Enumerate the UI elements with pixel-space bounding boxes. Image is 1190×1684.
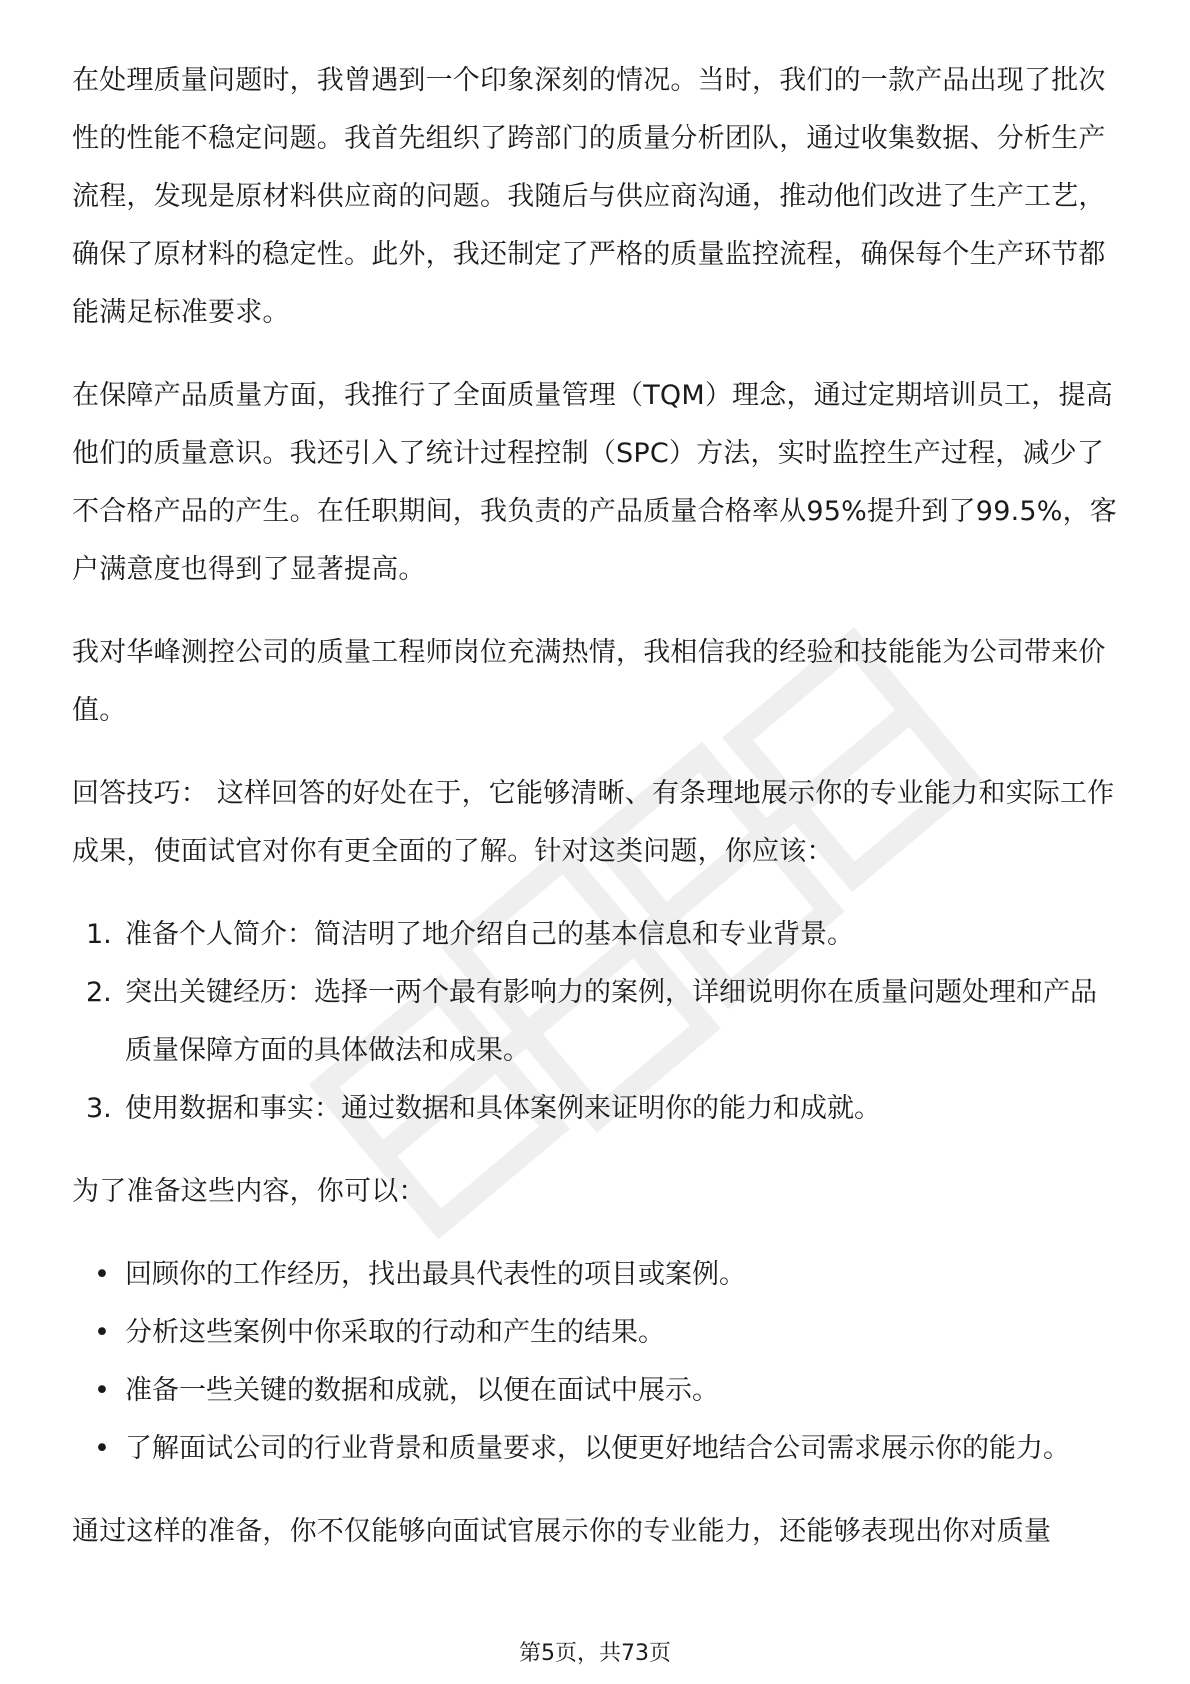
paragraph-answer-tips: 回答技巧： 这样回答的好处在于，它能够清晰、有条理地展示你的专业能力和实际工作成果，使面试官对你有更全面的了解。针对这类问题，你应该： <box>72 778 1115 867</box>
list-item-text: 准备个人简介：简洁明了地介绍自己的基本信息和专业背景。 <box>125 919 854 950</box>
bullet-list <box>72 1246 1122 1478</box>
list-item <box>72 906 1122 964</box>
list-marker: 2. <box>86 977 112 1008</box>
paragraph-preparation-intro: 为了准备这些内容，你可以： <box>72 1176 426 1207</box>
paragraph-quality-assurance: 在保障产品质量方面，我推行了全面质量管理（TQM）理念，通过定期培训员工，提高他们的质量意识。我还引入了统计过程控制（SPC）方法，实时监控生产过程，减少了不合格产品的产生。在任职期间，我负责的产品质量合格率从95%提升到了99.5%，客户满意度也得到了显著提高。 <box>72 380 1117 585</box>
paragraph-motivation: 我对华峰测控公司的质量工程师岗位充满热情，我相信我的经验和技能能为公司带来价值。 <box>72 637 1106 726</box>
list-item-text: 准备一些关键的数据和成就，以便在面试中展示。 <box>125 1375 719 1406</box>
list-item <box>72 1246 1122 1304</box>
list-item-text: 突出关键经历：选择一两个最有影响力的案例，详细说明你在质量问题处理和产品质量保障方面的具体做法和成果。 <box>125 977 1097 1066</box>
list-item-text: 使用数据和事实：通过数据和具体案例来证明你的能力和成就。 <box>125 1093 881 1124</box>
bullet-icon: • <box>94 1433 110 1464</box>
page-number-footer: 第5页，共73页 <box>519 1641 671 1666</box>
paragraph-conclusion: 通过这样的准备，你不仅能够向面试官展示你的专业能力，还能够表现出你对质量 <box>72 1516 1052 1547</box>
numbered-list <box>72 906 1122 1138</box>
bullet-icon: • <box>94 1375 110 1406</box>
bullet-icon: • <box>94 1259 110 1290</box>
list-item-text: 分析这些案例中你采取的行动和产生的结果。 <box>125 1317 665 1348</box>
document-page <box>72 52 1122 1586</box>
paragraph-quality-issue: 在处理质量问题时，我曾遇到一个印象深刻的情况。当时，我们的一款产品出现了批次性的性能不稳定问题。我首先组织了跨部门的质量分析团队，通过收集数据、分析生产流程，发现是原材料供应商的问题。我随后与供应商沟通，推动他们改进了生产工艺，确保了原材料的稳定性。此外，我还制定了严格的质量监控流程，确保每个生产环节都能满足标准要求。 <box>72 65 1106 328</box>
list-item-text: 回顾你的工作经历，找出最具代表性的项目或案例。 <box>125 1259 746 1290</box>
list-item <box>72 1362 1122 1420</box>
list-item-text: 了解面试公司的行业背景和质量要求，以便更好地结合公司需求展示你的能力。 <box>125 1433 1070 1464</box>
bullet-icon: • <box>94 1317 110 1348</box>
list-marker: 3. <box>86 1093 112 1124</box>
list-item <box>72 964 1122 1080</box>
list-marker: 1. <box>86 919 112 950</box>
list-item <box>72 1080 1122 1138</box>
list-item <box>72 1420 1122 1478</box>
list-item <box>72 1304 1122 1362</box>
